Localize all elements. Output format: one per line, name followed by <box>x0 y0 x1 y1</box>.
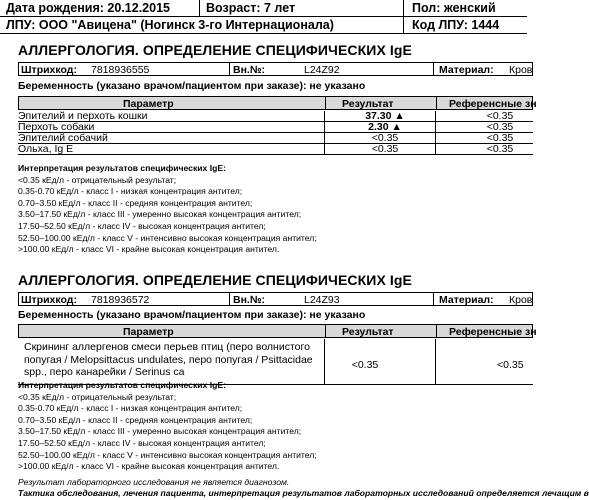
interpretation-line: 0.35-0.70 кЕд/л - класс I - низкая концентрация антител; <box>18 186 243 197</box>
result-value: 37.30 ▲ <box>365 110 405 122</box>
reference-value: <0.35 <box>486 143 514 155</box>
interpretation-line: >100.00 кЕд/л - класс VI - крайне высокая концентрация антител. <box>18 244 280 255</box>
interpretation-line: 52.50–100.00 кЕд/л - класс V - интенсивно высокая концентрация антител; <box>18 449 317 460</box>
interpretation-line: 0.35-0.70 кЕд/л - класс I - низкая концентрация антител; <box>18 403 243 414</box>
pregnancy-note: Беременность (указано врачом/пациентом при заказе): не указано <box>18 80 366 92</box>
divider <box>436 325 437 337</box>
param-name: Ольха, Ig E <box>18 143 74 155</box>
patient-info-row <box>0 0 527 17</box>
divider <box>436 97 437 109</box>
result-value: <0.35 <box>371 132 399 144</box>
disclaimer <box>18 477 589 499</box>
sample-meta-row <box>18 62 533 76</box>
interpretation-block <box>18 380 317 473</box>
interpretation-line: <0.35 кЕд/л - отрицательный результат; <box>18 391 177 402</box>
col-result: Результат <box>342 326 394 338</box>
interpretation-line: 3.50–17.50 кЕд/л - класс III - умеренно высокая концентрация антител; <box>18 426 302 437</box>
material-value: Кров <box>509 64 533 76</box>
disclaimer-line: Результат лабораторного исследования не является диагнозом. <box>18 477 290 487</box>
table-row <box>18 144 533 155</box>
barcode-value: 7818936572 <box>91 294 150 306</box>
divider <box>325 97 326 109</box>
interpretation-line: 3.50–17.50 кЕд/л - класс III - умеренно высокая концентрация антител; <box>18 209 302 220</box>
divider <box>229 293 230 305</box>
divider <box>433 293 434 305</box>
results-table-header <box>18 324 537 338</box>
lpu-row <box>0 17 527 34</box>
patient-sex: Пол: женский <box>412 1 496 15</box>
reference-value: <0.35 <box>486 121 514 133</box>
divider <box>433 63 434 75</box>
col-reference: Референсные зн <box>449 326 537 338</box>
interpretation-line: 0.70–3.50 кЕд/л - класс II - средняя концентрация антител; <box>18 414 253 425</box>
material-value: Кров <box>509 294 533 306</box>
col-param: Параметр <box>123 326 174 338</box>
vn-label: Вн.№: <box>233 294 266 306</box>
table-row <box>18 339 533 385</box>
vn-value: L24Z92 <box>304 64 340 76</box>
divider <box>403 0 404 16</box>
lpu-code: Код ЛПУ: 1444 <box>412 18 500 32</box>
param-name: Перхоть собаки <box>18 121 95 133</box>
result-value: <0.35 <box>351 359 379 371</box>
material-label: Материал: <box>439 294 494 306</box>
lpu-name: ЛПУ: ООО "Авицена" (Ногинск 3-го Интернационала) <box>6 18 334 32</box>
divider <box>325 325 326 337</box>
interpretation-heading: Интерпретация результатов специфических IgE: <box>18 380 226 390</box>
barcode-label: Штрихкод: <box>21 64 77 76</box>
interpretation-line: 17.50–52.50 кЕд/л - класс IV - высокая концентрация антител; <box>18 437 266 448</box>
reference-value: <0.35 <box>497 359 524 371</box>
section-title: АЛЛЕРГОЛОГИЯ. ОПРЕДЕЛЕНИЕ СПЕЦИФИЧЕСКИХ IgE <box>18 272 412 288</box>
result-value: 2.30 ▲ <box>368 121 402 133</box>
divider <box>199 0 200 16</box>
patient-age: Возраст: 7 лет <box>206 1 296 15</box>
interpretation-line: 17.50–52.50 кЕд/л - класс IV - высокая концентрация антител; <box>18 220 266 231</box>
interpretation-heading: Интерпретация результатов специфических IgE: <box>18 163 226 173</box>
barcode-label: Штрихкод: <box>21 294 77 306</box>
vn-label: Вн.№: <box>233 64 266 76</box>
birth-date: Дата рождения: 20.12.2015 <box>6 1 170 15</box>
col-param: Параметр <box>123 98 174 110</box>
param-name: Эпителий собачий <box>18 132 108 144</box>
table-row <box>18 133 533 144</box>
interpretation-line: <0.35 кЕд/л - отрицательный результат; <box>18 174 177 185</box>
param-name: Эпителий и перхоть кошки <box>18 110 148 122</box>
reference-value: <0.35 <box>486 110 514 122</box>
divider <box>229 63 230 75</box>
interpretation-line: 0.70–3.50 кЕд/л - класс II - средняя концентрация антител; <box>18 197 253 208</box>
param-name: Скрининг аллергенов смеси перьев птиц (перо волнистого попугая / Melopsittacus undulates, перо попугая / Psittacidae spp., перо канарейки / Serinus ca <box>24 341 313 378</box>
interpretation-line: >100.00 кЕд/л - класс VI - крайне высокая концентрация антител. <box>18 461 280 472</box>
col-reference: Референсные зн <box>449 98 537 110</box>
sample-meta-row <box>18 292 533 306</box>
disclaimer-line: Тактика обследования, лечения пациента, интерпретация результатов лабораторных исследований определяется лечащим в <box>18 488 589 498</box>
section-title: АЛЛЕРГОЛОГИЯ. ОПРЕДЕЛЕНИЕ СПЕЦИФИЧЕСКИХ IgE <box>18 42 412 58</box>
table-row <box>18 111 533 122</box>
interpretation-block <box>18 163 317 256</box>
results-table-header <box>18 96 537 110</box>
barcode-value: 7818936555 <box>91 64 150 76</box>
interpretation-line: 52.50–100.00 кЕд/л - класс V - интенсивно высокая концентрация антител; <box>18 232 317 243</box>
results-table-body <box>18 111 533 155</box>
vn-value: L24Z93 <box>304 294 340 306</box>
reference-value: <0.35 <box>486 132 514 144</box>
divider <box>403 17 404 33</box>
col-result: Результат <box>342 98 394 110</box>
result-value: <0.35 <box>371 143 399 155</box>
material-label: Материал: <box>439 64 494 76</box>
pregnancy-note: Беременность (указано врачом/пациентом при заказе): не указано <box>18 309 366 321</box>
